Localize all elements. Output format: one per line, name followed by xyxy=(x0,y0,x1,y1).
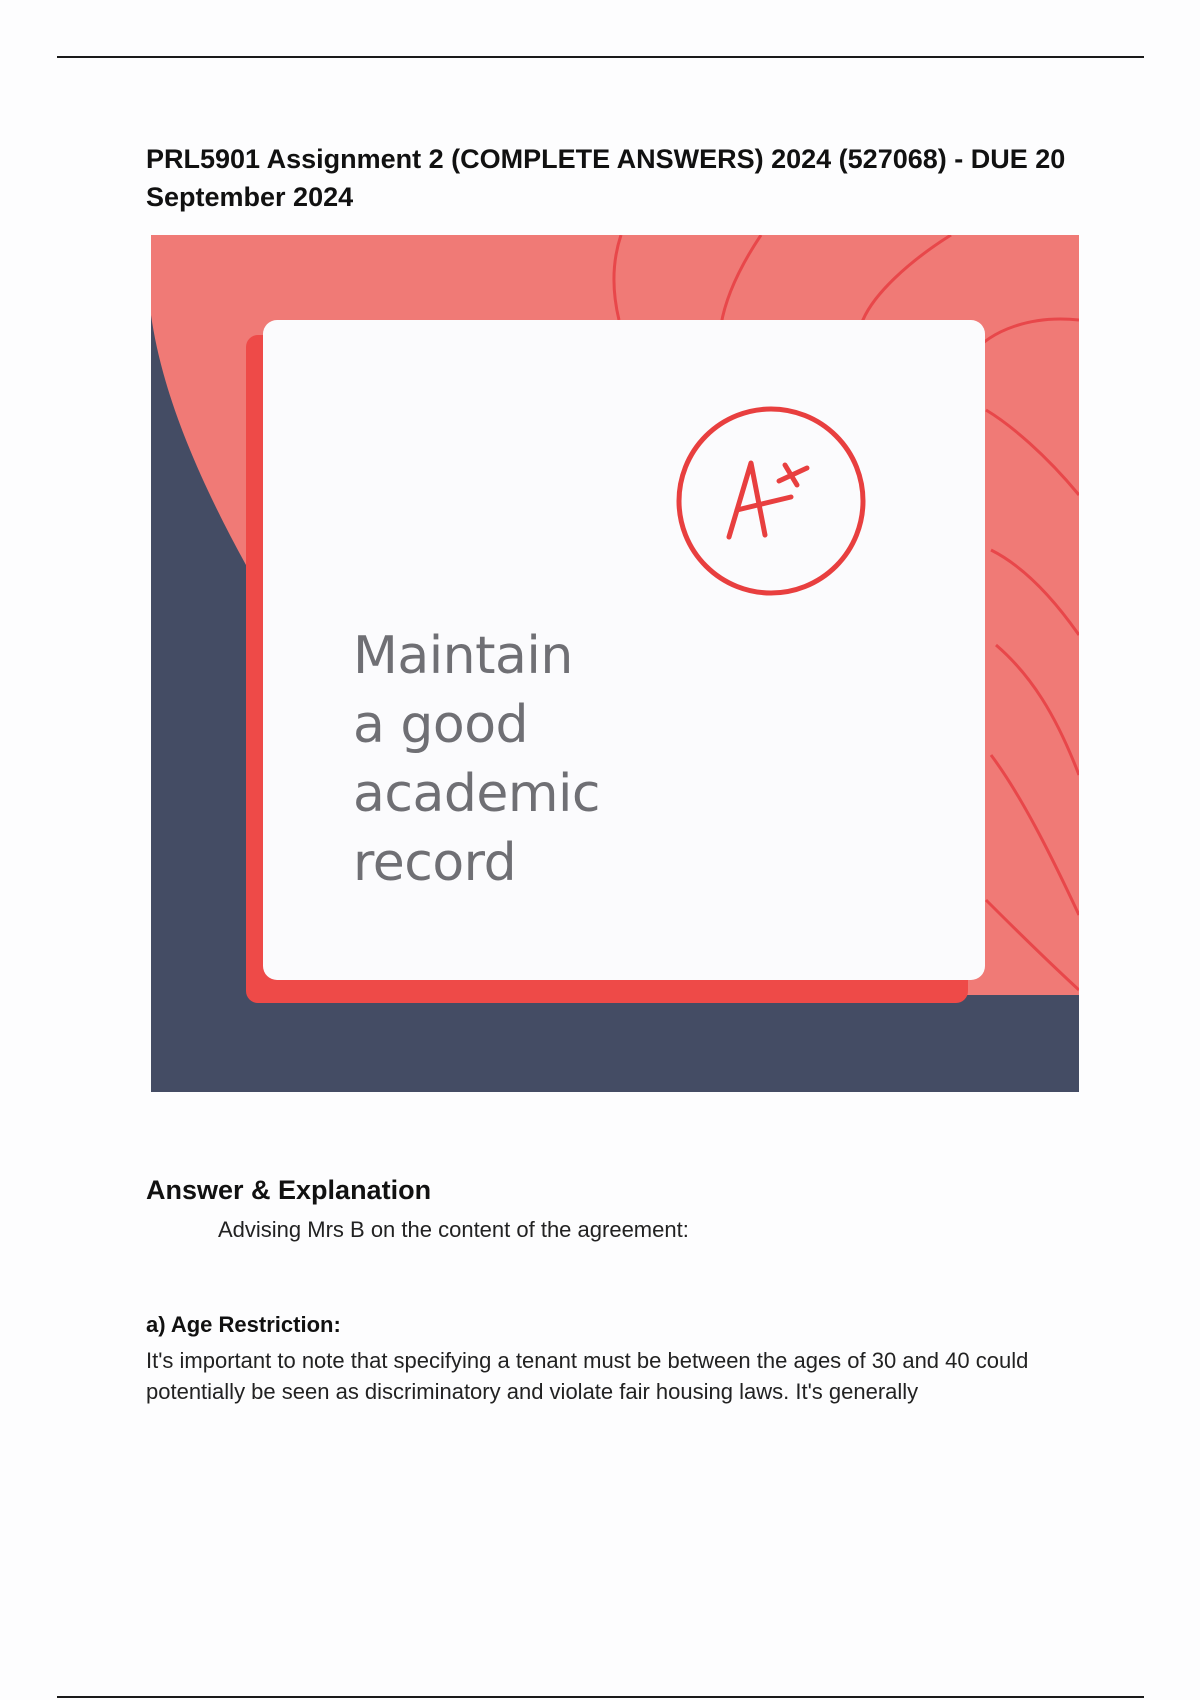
top-rule xyxy=(57,56,1144,58)
banner-image xyxy=(151,235,1079,1092)
section-body: It's important to note that specifying a tenant must be between the ages of 30 and 40 could potentially be seen as discriminatory and violate fair housing laws. It's generally xyxy=(146,1348,1029,1404)
section-heading: a) Age Restriction: xyxy=(146,1312,341,1337)
card-caption-line: record xyxy=(353,833,517,893)
document-title: PRL5901 Assignment 2 (COMPLETE ANSWERS) 2024 (527068) - DUE 20 September 2024 xyxy=(146,144,1066,212)
answer-heading: Answer & Explanation xyxy=(146,1175,432,1205)
answer-intro: Advising Mrs B on the content of the agreement: xyxy=(218,1217,689,1242)
card-caption-line: a good xyxy=(353,695,529,755)
card-caption-line: academic xyxy=(353,764,601,824)
bottom-rule xyxy=(57,1696,1144,1698)
card-caption-line: Maintain xyxy=(353,626,573,686)
card-caption xyxy=(353,622,600,898)
